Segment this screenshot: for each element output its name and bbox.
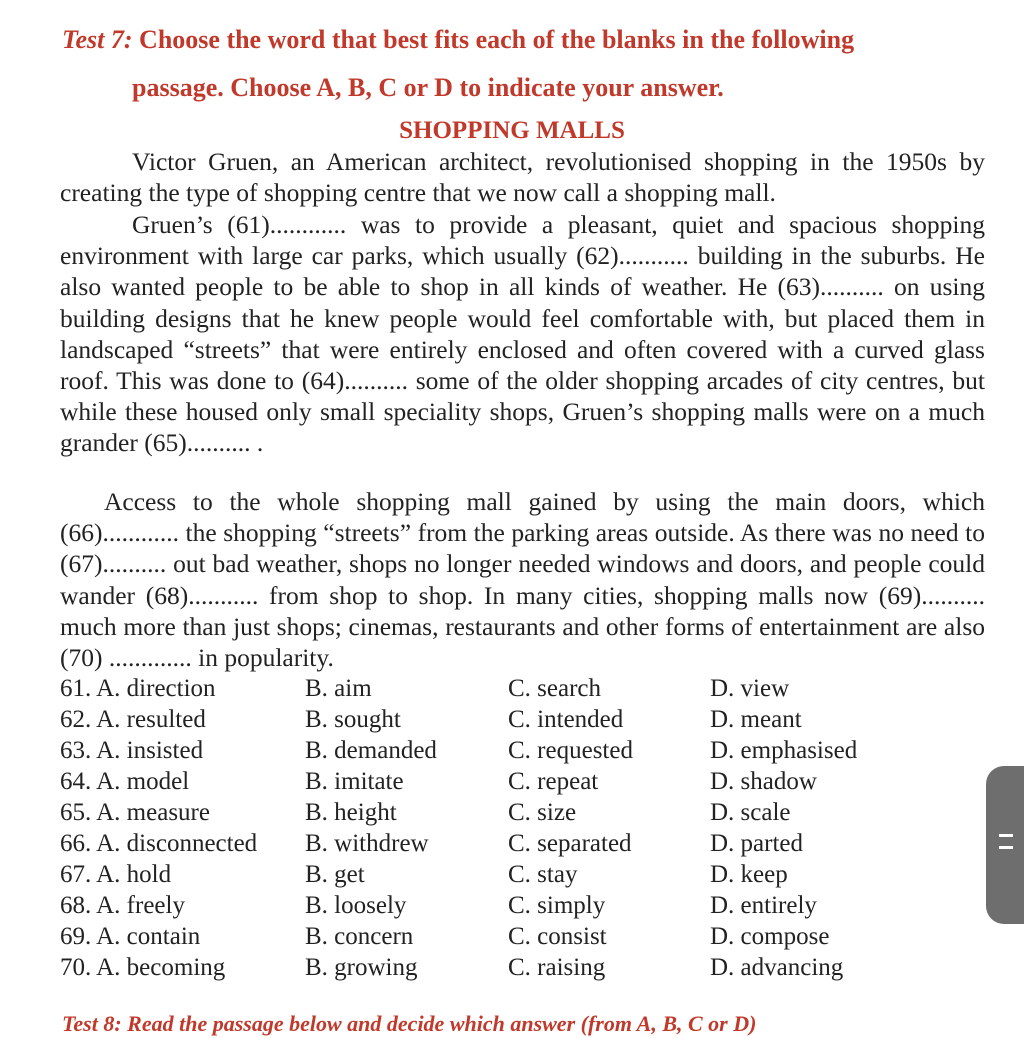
option-d: D. view (710, 675, 790, 702)
option-a: 66. A. disconnected (60, 830, 258, 857)
option-c: C. raising (508, 954, 606, 981)
instruction-text-1: Choose the word that best fits each of the blanks in the following (139, 25, 855, 54)
drag-handle-icon[interactable] (986, 766, 1024, 924)
option-b: B. height (305, 799, 397, 826)
instruction-line-2: passage. Choose A, B, C or D to indicate your answer. (132, 73, 724, 102)
option-c: C. size (508, 799, 577, 826)
option-c: C. consist (508, 923, 607, 950)
option-b: B. concern (305, 923, 414, 950)
question-row (60, 921, 960, 952)
option-c: C. search (508, 675, 602, 702)
option-a: 64. A. model (60, 768, 190, 795)
question-row (60, 859, 960, 890)
question-row (60, 735, 960, 766)
option-a: 62. A. resulted (60, 706, 206, 733)
paragraph-1 (60, 146, 985, 208)
option-b: B. withdrew (305, 830, 429, 857)
question-row (60, 766, 960, 797)
passage-title: SHOPPING MALLS (399, 117, 625, 144)
option-b: B. imitate (305, 768, 404, 795)
option-a: 61. A. direction (60, 675, 216, 702)
option-b: B. loosely (305, 892, 407, 919)
option-a: 68. A. freely (60, 892, 185, 919)
option-a: 63. A. insisted (60, 737, 204, 764)
option-d: D. parted (710, 830, 804, 857)
option-c: C. simply (508, 892, 606, 919)
handle-line (999, 834, 1013, 837)
question-row (60, 890, 960, 921)
option-c: C. separated (508, 830, 632, 857)
option-d: D. shadow (710, 768, 817, 795)
next-test-heading: Test 8: Read the passage below and decide which answer (from A, B, C or D) (62, 1011, 757, 1036)
paragraph-text: Victor Gruen, an American architect, revolutionised shopping in the 1950s by creating the type of shopping centre that we now call a shopping mall. (60, 147, 985, 208)
handle-line (999, 846, 1013, 849)
option-a: 70. A. becoming (60, 954, 226, 981)
test-label: Test 7: (62, 25, 133, 54)
option-d: D. meant (710, 706, 802, 733)
option-d: D. emphasised (710, 737, 858, 764)
option-d: D. entirely (710, 892, 817, 919)
option-b: B. sought (305, 706, 401, 733)
option-d: D. keep (710, 861, 788, 888)
option-c: C. stay (508, 861, 578, 888)
option-c: C. requested (508, 737, 633, 764)
question-row (60, 797, 960, 828)
question-row (60, 828, 960, 859)
option-a: 69. A. contain (60, 923, 201, 950)
instruction-line-1 (62, 24, 854, 56)
option-c: C. intended (508, 706, 624, 733)
option-d: D. scale (710, 799, 791, 826)
option-a: 67. A. hold (60, 861, 172, 888)
option-a: 65. A. measure (60, 799, 210, 826)
paragraph-text: Access to the whole shopping mall gained by using the main doors, which (66)............ the shopping “streets” from the parking areas outside. As there was no need to (67).......... out bad weather, shops no longer needed windows and doors, and people could wander (68)........... from shop to shop. In many cities, shopping malls now (69).......... much more than just shops; cinemas, restaurants and other forms of entertainment are also (70) ............. in popularity. (60, 487, 985, 673)
paragraph-3 (60, 486, 985, 673)
question-row (60, 952, 960, 983)
option-c: C. repeat (508, 768, 599, 795)
option-b: B. growing (305, 954, 418, 981)
option-d: D. compose (710, 923, 830, 950)
paragraph-text: Gruen’s (61)............ was to provide a pleasant, quiet and spacious shopping environment with large car parks, which usually (62)........... building in the suburbs. He also wanted people to be able to shop in all kinds of weather. He (63).......... on using building designs that he knew people would feel comfortable with, but placed them in landscaped “streets” that were entirely enclosed and often covered with a curved glass roof. This was done to (64).......... some of the older shopping arcades of city centres, but while these housed only small speciality shops, Gruen’s shopping malls were on a much grander (65).......... . (60, 210, 985, 458)
option-b: B. get (305, 861, 365, 888)
question-row (60, 704, 960, 735)
question-row (60, 673, 960, 704)
option-b: B. aim (305, 675, 372, 702)
paragraph-2 (60, 209, 985, 459)
answer-options (60, 673, 960, 983)
option-d: D. advancing (710, 954, 844, 981)
option-b: B. demanded (305, 737, 437, 764)
